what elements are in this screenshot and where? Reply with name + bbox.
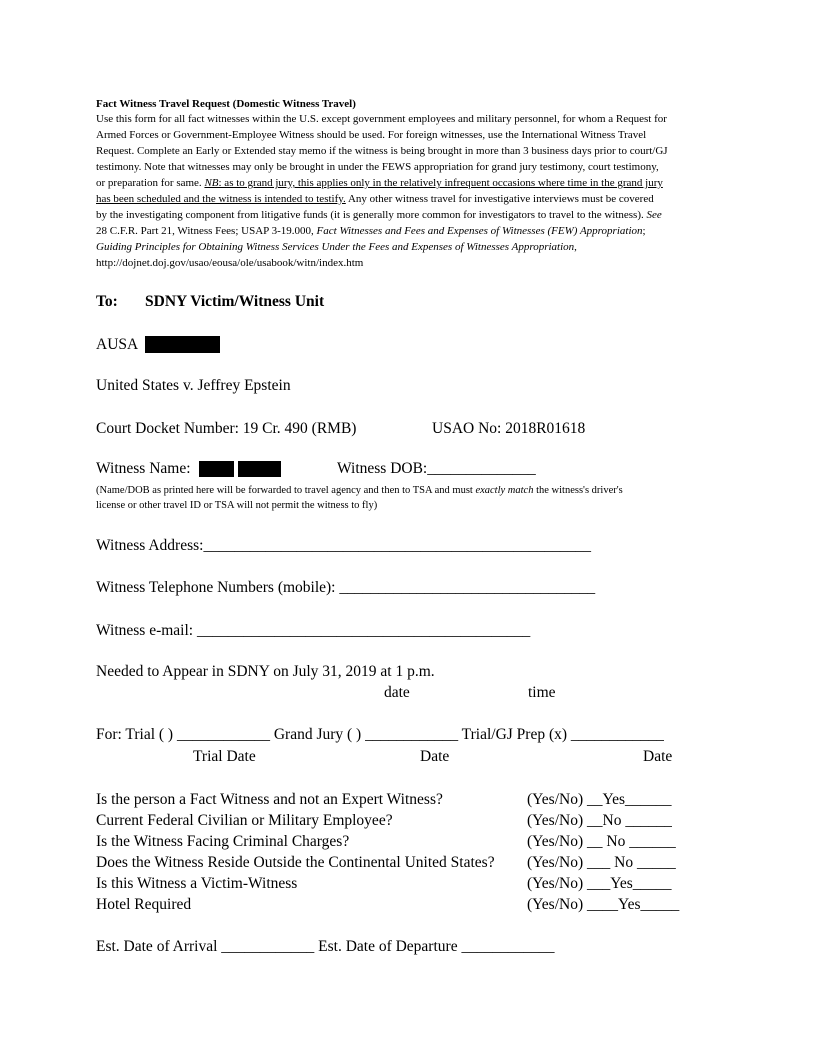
name-note: [96, 484, 623, 498]
text: (Name/DOB as printed here will be forwarded to travel agency and then to TSA and must: [96, 485, 476, 496]
intro-line: [96, 240, 577, 254]
redaction-box: [145, 336, 220, 353]
answer: (Yes/No) ___ No _____: [527, 854, 676, 871]
redaction-box: [238, 461, 281, 477]
nb-underlined: has been scheduled and the witness is intended to testify.: [96, 193, 346, 205]
answer: (Yes/No) __ No ______: [527, 833, 676, 850]
nb-text: NB: [204, 177, 219, 189]
answer: (Yes/No) __Yes______: [527, 791, 672, 808]
text: 28 C.F.R. Part 21, Witness Fees; USAP 3-19.000,: [96, 225, 317, 237]
travel-dates: Est. Date of Arrival ____________ Est. Date of Departure ____________: [96, 938, 555, 955]
prep-date-label: Date: [643, 748, 673, 765]
date-label: date: [384, 684, 410, 701]
witness-dob: Witness DOB:______________: [337, 460, 536, 477]
text: ,: [574, 241, 577, 253]
text: the witness's driver's: [533, 485, 623, 496]
to-label: To:: [96, 293, 118, 310]
ausa-label: AUSA: [96, 336, 139, 353]
purpose-line: For: Trial ( ) ____________ Grand Jury ( ) ____________ Trial/GJ Prep (x) ____________: [96, 726, 664, 743]
appearance: Needed to Appear in SDNY on July 31, 2019 at 1 p.m.: [96, 663, 435, 680]
trial-date-label: Trial Date: [193, 748, 256, 765]
text: by the investigating component from litigative funds (it is generally more common for investigators to travel to the witness).: [96, 209, 647, 221]
witness-email: Witness e-mail: ___________________________________________: [96, 622, 531, 639]
see-text: See: [646, 209, 662, 221]
docket-number: Court Docket Number: 19 Cr. 490 (RMB): [96, 420, 357, 437]
question: Hotel Required: [96, 896, 192, 913]
form-title: Fact Witness Travel Request (Domestic Witness Travel): [96, 98, 356, 110]
text: Any other witness travel for investigative interviews must be covered: [345, 193, 654, 205]
intro-line: Armed Forces or Government-Employee Witness should be used. For foreign witnesses, use the International Witness Travel: [96, 129, 647, 141]
question: Is the person a Fact Witness and not an Expert Witness?: [96, 791, 443, 808]
question: Current Federal Civilian or Military Employee?: [96, 812, 393, 829]
question: Does the Witness Reside Outside the Continental United States?: [96, 854, 495, 871]
intro-line: [96, 208, 662, 222]
reference-url: http://dojnet.doj.gov/usao/eousa/ole/usabook/witn/index.htm: [96, 257, 364, 269]
emphasis: exactly match: [475, 485, 534, 496]
nb-underlined: : as to grand jury, this applies only in the relatively infrequent occasions where time in the grand jury: [218, 177, 663, 189]
intro-line: [96, 176, 663, 190]
redaction-box: [199, 461, 234, 477]
case-name: United States v. Jeffrey Epstein: [96, 377, 291, 394]
question: Is this Witness a Victim-Witness: [96, 875, 298, 892]
answer: (Yes/No) ____Yes_____: [527, 896, 680, 913]
time-label: time: [528, 684, 556, 701]
intro-line: [96, 224, 646, 238]
text: or preparation for same.: [96, 177, 205, 189]
answer: (Yes/No) ___Yes_____: [527, 875, 672, 892]
text: ;: [642, 225, 646, 237]
citation: Guiding Principles for Obtaining Witness Services Under the Fees and Expenses of Witnesses Appropriation: [96, 241, 575, 253]
gj-date-label: Date: [420, 748, 450, 765]
witness-phone: Witness Telephone Numbers (mobile): _________________________________: [96, 579, 596, 596]
question: Is the Witness Facing Criminal Charges?: [96, 833, 350, 850]
intro-line: Use this form for all fact witnesses within the U.S. except government employees and military personnel, for whom a Request for: [96, 113, 667, 125]
citation: Fact Witnesses and Fees and Expenses of Witnesses (FEW) Appropriation: [316, 225, 643, 237]
name-note: license or other travel ID or TSA will not permit the witness to fly): [96, 500, 378, 511]
witness-name-label: Witness Name:: [96, 460, 191, 477]
witness-address: Witness Address:__________________________________________________: [96, 537, 591, 554]
usao-number: USAO No: 2018R01618: [432, 420, 586, 437]
intro-line: testimony. Note that witnesses may only be brought in under the FEWS appropriation for grand jury testimony, court testimony,: [96, 161, 659, 173]
intro-line: [96, 192, 654, 206]
answer: (Yes/No) __No ______: [527, 812, 672, 829]
to-value: SDNY Victim/Witness Unit: [145, 293, 325, 310]
intro-line: Request. Complete an Early or Extended stay memo if the witness is being brought in more than 3 business days prior to court/GJ: [96, 145, 668, 157]
